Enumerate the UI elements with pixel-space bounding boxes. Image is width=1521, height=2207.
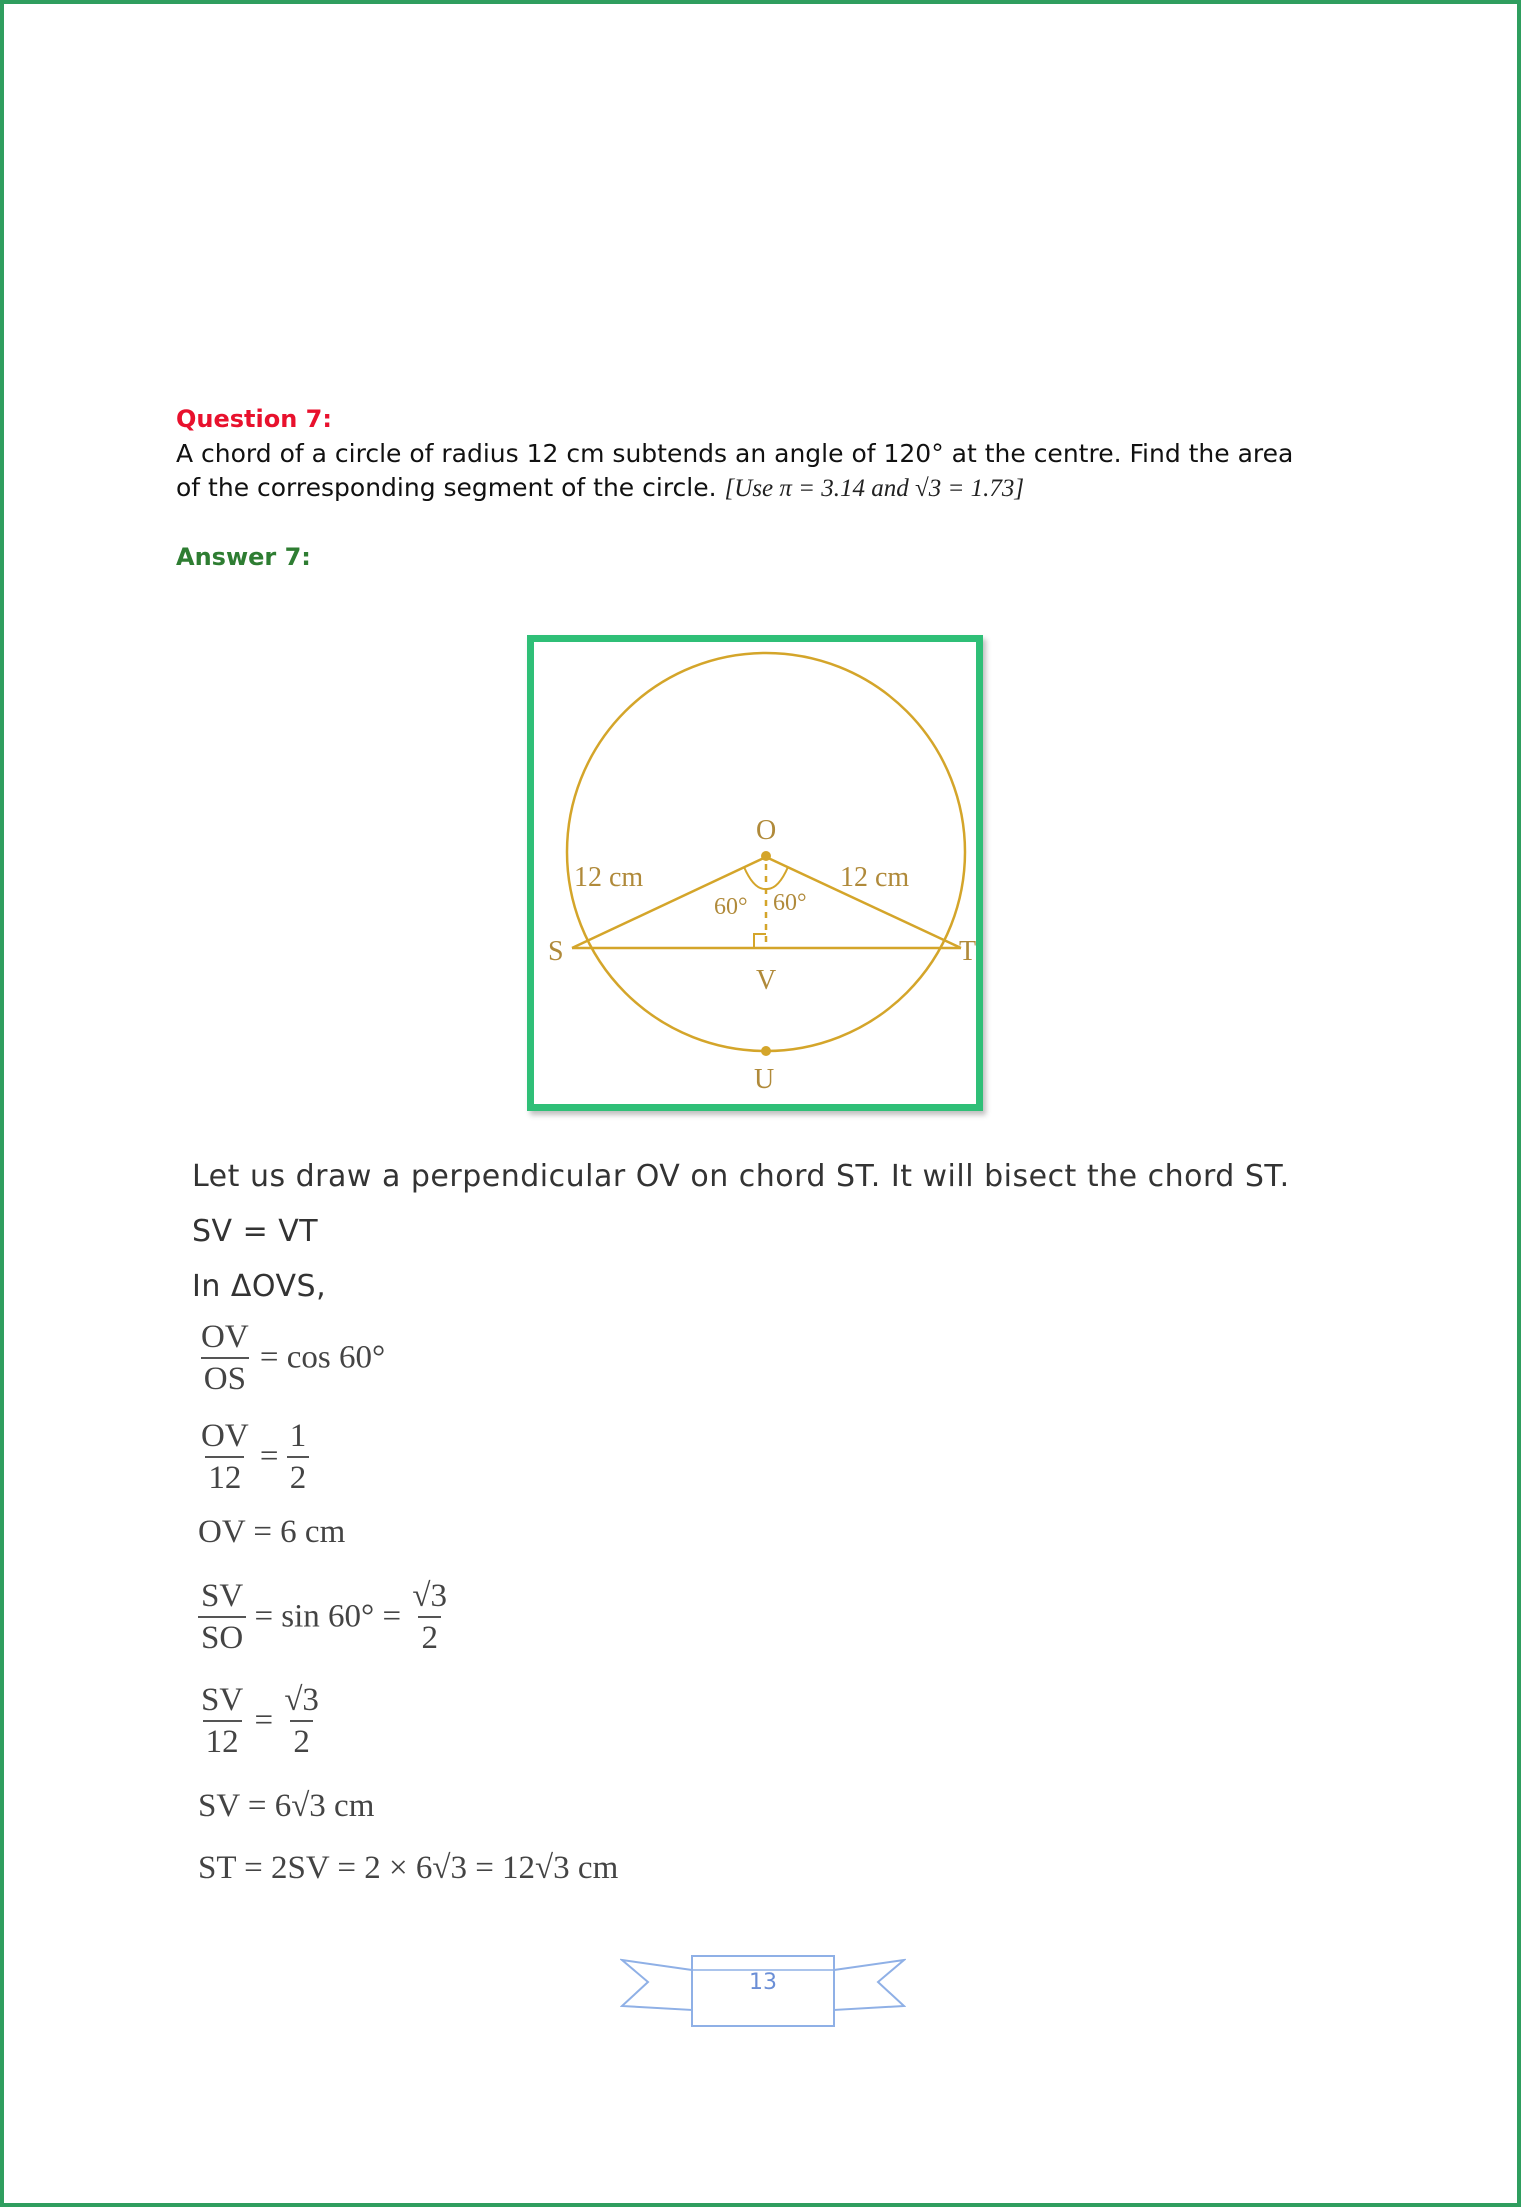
label-angle-right: 60°	[773, 890, 807, 916]
point-o	[761, 851, 771, 861]
equation-5: $\frac{SV}{12}$ = $\frac{√3}{2}$	[198, 1680, 322, 1762]
page-number-ribbon	[620, 1952, 906, 2032]
angle-arc-left	[744, 867, 766, 889]
question-given-values: [Use π = 3.14 and √3 = 1.73]	[724, 475, 1025, 502]
solution-line-3: In ΔOVS,	[192, 1269, 327, 1304]
fraction-sv-12: $\frac{SV}{12}$	[201, 1682, 244, 1760]
equation-2: $\frac{OV}{12}$ = $\frac{1}{2}$	[198, 1416, 309, 1498]
right-angle-mark	[754, 934, 766, 948]
solution-line-2: SV = VT	[192, 1214, 319, 1249]
fraction-root3-2: $\frac{√3}{2}$	[412, 1578, 447, 1656]
circle-figure	[527, 635, 983, 1111]
label-u: U	[754, 1064, 775, 1095]
page-number: 13	[749, 1970, 777, 1995]
solution-line-1: Let us draw a perpendicular OV on chord ST. It will bisect the chord ST.	[192, 1159, 1290, 1194]
circle-diagram	[534, 642, 976, 1104]
question-text-line-2	[176, 473, 1024, 503]
fraction-ov-os: $\frac{OV}{OS}$	[201, 1319, 249, 1397]
equation-4: $\frac{SV}{SO}$ = sin 60° = $\frac{√3}{2}$	[198, 1576, 450, 1658]
fraction-sv-so: $\frac{SV}{SO}$	[198, 1576, 246, 1658]
fraction-ov-12: $\frac{OV}{12}$	[201, 1418, 249, 1496]
angle-arc-right	[766, 867, 788, 889]
question-text-line-2-text: of the corresponding segment of the circle.	[176, 473, 717, 502]
point-u	[761, 1046, 771, 1056]
label-radius-left: 12 cm	[574, 862, 644, 893]
label-s: S	[548, 936, 564, 967]
fraction-root3-2-b: $\frac{√3}{2}$	[284, 1682, 319, 1760]
equation-3: OV = 6 cm	[198, 1514, 346, 1550]
label-o: O	[756, 815, 777, 846]
equation-1: $\frac{OV}{OS}$ = cos 60°	[198, 1317, 385, 1399]
equation-7: ST = 2SV = 2 × 6√3 = 12√3 cm	[198, 1850, 619, 1886]
question-text-line-1: A chord of a circle of radius 12 cm subtends an angle of 120° at the centre. Find the area	[176, 439, 1294, 468]
answer-heading: Answer 7:	[176, 543, 311, 571]
question-heading: Question 7:	[176, 405, 332, 433]
label-angle-left: 60°	[714, 894, 748, 920]
label-radius-right: 12 cm	[840, 862, 910, 893]
label-v: V	[756, 965, 777, 996]
equation-6: SV = 6√3 cm	[198, 1788, 375, 1824]
fraction-1-2: $\frac{1}{2}$	[287, 1416, 310, 1498]
label-t: T	[959, 936, 976, 967]
